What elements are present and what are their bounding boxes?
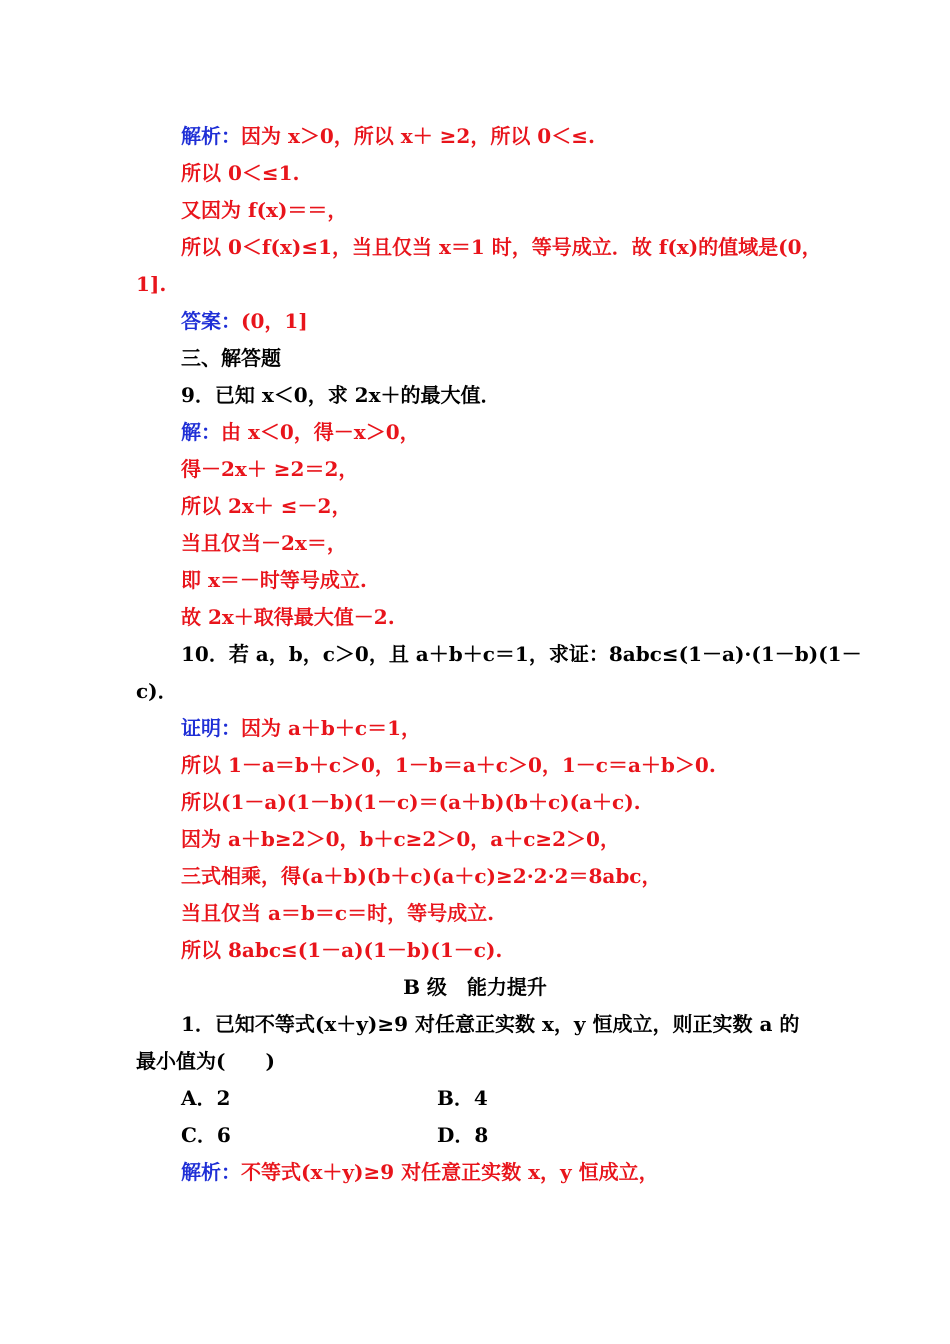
question-10: 10．若 a，b，c＞0，且 a＋b＋c＝1，求证：8abc≤(1－a)·(1－b)(1－	[181, 642, 862, 666]
proof-text: 因为 a＋b＋c＝1，	[241, 716, 421, 740]
proof-line: 所以 1－a＝b＋c＞0，1－b＝a＋c＞0，1－c＝a＋b＞0.	[181, 753, 716, 777]
analysis-label: 解析：	[181, 1160, 241, 1184]
option-d: D．8	[437, 1123, 489, 1147]
answer-line: 所以 0＜≤1.	[181, 161, 300, 185]
analysis-line-1	[181, 122, 595, 150]
solution-label: 解：	[181, 420, 221, 444]
proof-line: 当且仅当 a＝b＝c＝时，等号成立.	[181, 901, 495, 925]
final-answer-label: 答案：	[181, 309, 241, 333]
proof-label: 证明：	[181, 716, 241, 740]
proof-line: 所以(1－a)(1－b)(1－c)＝(a＋b)(b＋c)(a＋c).	[181, 790, 641, 814]
solution-line: 得－2x＋ ≥2＝2，	[181, 457, 359, 481]
analysis-line-2	[181, 1158, 659, 1186]
proof-line: 因为 a＋b≥2＞0，b＋c≥2＞0，a＋c≥2＞0，	[181, 827, 620, 851]
final-answer-text: (0，1]	[241, 309, 308, 333]
solution-line: 所以 2x＋ ≤－2，	[181, 494, 352, 518]
analysis-label: 解析：	[181, 124, 241, 148]
option-a: A．2	[181, 1086, 231, 1110]
analysis-text: 不等式(x＋y)≥9 对任意正实数 x，y 恒成立，	[241, 1160, 659, 1184]
analysis-text: 因为 x＞0，所以 x＋ ≥2，所以 0＜≤.	[241, 124, 595, 148]
proof-line: 所以 8abc≤(1－a)(1－b)(1－c).	[181, 938, 503, 962]
solution-line: 即 x＝－时等号成立.	[181, 568, 367, 592]
question-b1: 1．已知不等式(x＋y)≥9 对任意正实数 x，y 恒成立，则正实数 a 的	[181, 1012, 800, 1036]
level-heading: B 级 能力提升	[403, 975, 547, 999]
answer-line: 1].	[136, 272, 167, 296]
option-c: C．6	[181, 1123, 231, 1147]
option-b: B．4	[437, 1086, 488, 1110]
question-b1-cont: 最小值为( )	[136, 1049, 275, 1073]
section-heading: 三、解答题	[181, 346, 281, 370]
solution-line	[181, 418, 420, 446]
answer-line: 所以 0＜f(x)≤1，当且仅当 x＝1 时，等号成立．故 f(x)的值域是(0，	[181, 235, 822, 259]
proof-line	[181, 714, 421, 742]
answer-line: 又因为 f(x)＝＝，	[181, 198, 348, 222]
solution-text: 由 x＜0，得－x＞0，	[221, 420, 420, 444]
solution-line: 故 2x＋取得最大值－2.	[181, 605, 395, 629]
question-9: 9．已知 x＜0，求 2x＋的最大值．	[181, 383, 501, 407]
question-10-cont: c)．	[136, 679, 178, 703]
proof-line: 三式相乘，得(a＋b)(b＋c)(a＋c)≥2·2·2＝8abc，	[181, 864, 662, 888]
solution-line: 当且仅当－2x＝，	[181, 531, 347, 555]
final-answer-line	[181, 307, 308, 335]
